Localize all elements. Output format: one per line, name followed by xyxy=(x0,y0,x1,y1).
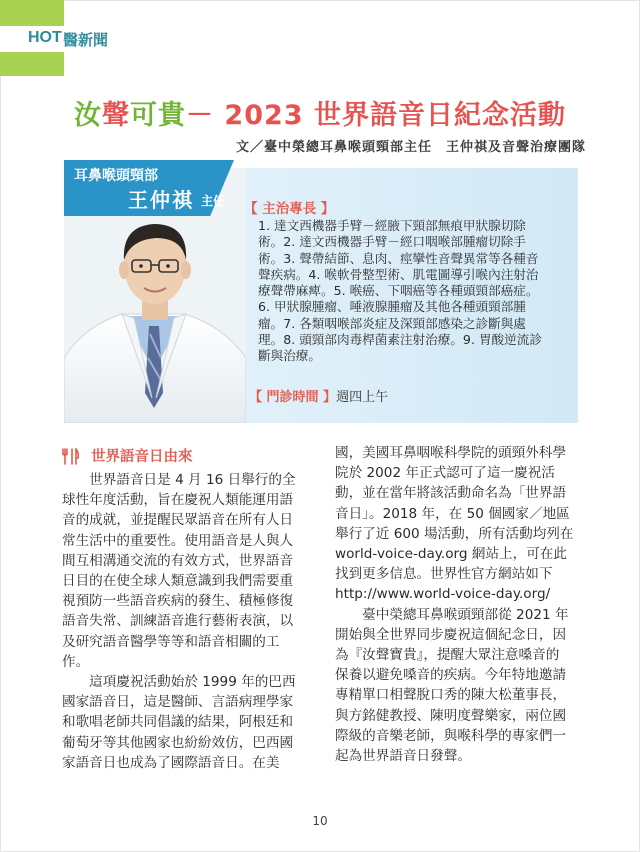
body-line: 語音失常、訓練語音進行藝術表演，以 xyxy=(62,613,294,630)
clinic-hours-label: 【 門診時間 】 xyxy=(249,390,337,405)
specialty-line: 療聲帶麻痺。5. 喉癌、下咽癌等各種頭頸部癌症。 xyxy=(258,283,539,299)
body-line: 臺中榮總耳鼻喉頭頸部從 2021 年 xyxy=(335,606,569,623)
title-part-2: 聲 xyxy=(102,100,131,131)
body-line: 世界語音日是 4 月 16 日舉行的全 xyxy=(62,472,296,488)
title-part-3: 可貴 xyxy=(130,100,187,131)
body-line: 球性年度活動，旨在慶祝人類能運用語 xyxy=(62,492,294,509)
body-line: 日目的在使全球人類意識到我們需要重 xyxy=(62,573,294,590)
specialty-line: 聲疾病。4. 喉軟骨整型術、肌電圖導引喉內注射治 xyxy=(258,266,539,282)
body-line: 找到更多信息。世界性官方網站如下 xyxy=(335,566,553,583)
doctor-department: 耳鼻喉頭頸部 xyxy=(74,168,158,184)
specialty-line: 理。8. 頭頸部肉毒桿菌素注射治療。9. 胃酸逆流診 xyxy=(258,332,542,348)
specialty-line: 術。2. 達文西機器手臂－經口咽喉部腫瘤切除手 xyxy=(258,234,526,250)
body-line: 這項慶祝活動始於 1999 年的巴西 xyxy=(62,674,296,691)
header-section-label: 醫新聞 xyxy=(63,31,109,49)
specialty-line: 6. 甲狀腺腫瘤、唾液腺腫瘤及其他各種頭頸部腫 xyxy=(258,299,526,315)
body-line: 與方銘健教授、陳明度聲樂家，兩位國 xyxy=(335,707,567,724)
doctor-title: 主任 xyxy=(201,194,226,208)
specialty-heading: 【 主治專長 】 xyxy=(244,201,335,217)
specialty-line: 1. 達文西機器手臂－經腋下頸部無痕甲狀腺切除 xyxy=(258,218,526,233)
body-line: 院於 2002 年正式認可了這一慶祝活 xyxy=(335,465,555,482)
utensils-icon xyxy=(62,448,80,469)
article-title xyxy=(0,93,640,132)
body-line: 保養以避免嗓音的疾病。今年特地邀請 xyxy=(335,667,567,684)
body-line: 專精單口相聲脫口秀的陳大松董事長， xyxy=(335,687,567,704)
page-number: 10 xyxy=(312,814,328,828)
body-line: 音的成就，並提醒民眾語音在所有人日 xyxy=(62,512,294,529)
body-line: 國，美國耳鼻咽喉科學院的頭頸外科學 xyxy=(335,445,567,461)
body-column-left xyxy=(62,470,310,773)
body-line: 為『汝聲寶貴』，提醒大眾注意嗓音的 xyxy=(335,647,560,664)
header-hot-label: HOT xyxy=(28,29,62,46)
title-part-1: 汝 xyxy=(74,100,103,131)
body-line: 開始與全世界同步慶祝這個紀念日，因 xyxy=(335,626,567,643)
body-line: 際級的音樂老師，與喉科學的專家們一 xyxy=(335,727,567,744)
body-line: world-voice-day.org 網站上，可在此 xyxy=(335,546,568,563)
body-line: 作。 xyxy=(62,653,90,670)
body-column-right xyxy=(335,443,583,766)
specialty-line: 瘤。7. 各類咽喉部炎症及深頸部感染之診斷與處 xyxy=(258,315,526,331)
body-line: 間互相溝通交流的有效方式，世界語音 xyxy=(62,552,294,569)
body-line: 家語音日也成為了國際語音日。在美 xyxy=(62,754,280,771)
body-line: 起為世界語音日發聲。 xyxy=(335,748,471,765)
doctor-name: 王仲祺 xyxy=(128,188,194,212)
body-line: 葡萄牙等其他國家也紛紛效仿，巴西國 xyxy=(62,734,294,751)
body-line: 常生活中的重要性。使用語音是人與人 xyxy=(62,532,294,549)
body-line: 舉行了近 600 場活動，所有活動均列在 xyxy=(335,525,574,542)
body-line: 及研究語音醫學等等和語音相關的工 xyxy=(62,633,280,650)
specialty-list xyxy=(258,218,564,365)
specialty-line: 術。3. 聲帶結節、息肉、痙攣性音聲異常等各種音 xyxy=(258,250,539,266)
clinic-hours xyxy=(249,386,388,405)
specialty-line: 斷與治療。 xyxy=(258,348,321,364)
body-line: 國家語音日，這是醫師、言語病理學家 xyxy=(62,694,294,711)
body-line: 音日」。2018 年，在 50 個國家／地區 xyxy=(335,505,570,522)
body-line: 視預防一些語音疾病的發生、積極修復 xyxy=(62,593,294,610)
body-line: http://www.world-voice-day.org/ xyxy=(335,586,551,603)
title-part-4: － 2023 世界語音日紀念活動 xyxy=(186,100,566,131)
body-line: 動，並在當年將該活動命名為「世界語 xyxy=(335,485,567,502)
body-line: 和歌唱老師共同倡議的結果，阿根廷和 xyxy=(62,714,294,731)
clinic-hours-value: 週四上午 xyxy=(336,390,389,405)
section-heading: 世界語音日由來 xyxy=(91,449,193,465)
article-author: 文／臺中榮總耳鼻喉頭頸部主任 王仲祺及音聲治療團隊 xyxy=(235,140,586,155)
